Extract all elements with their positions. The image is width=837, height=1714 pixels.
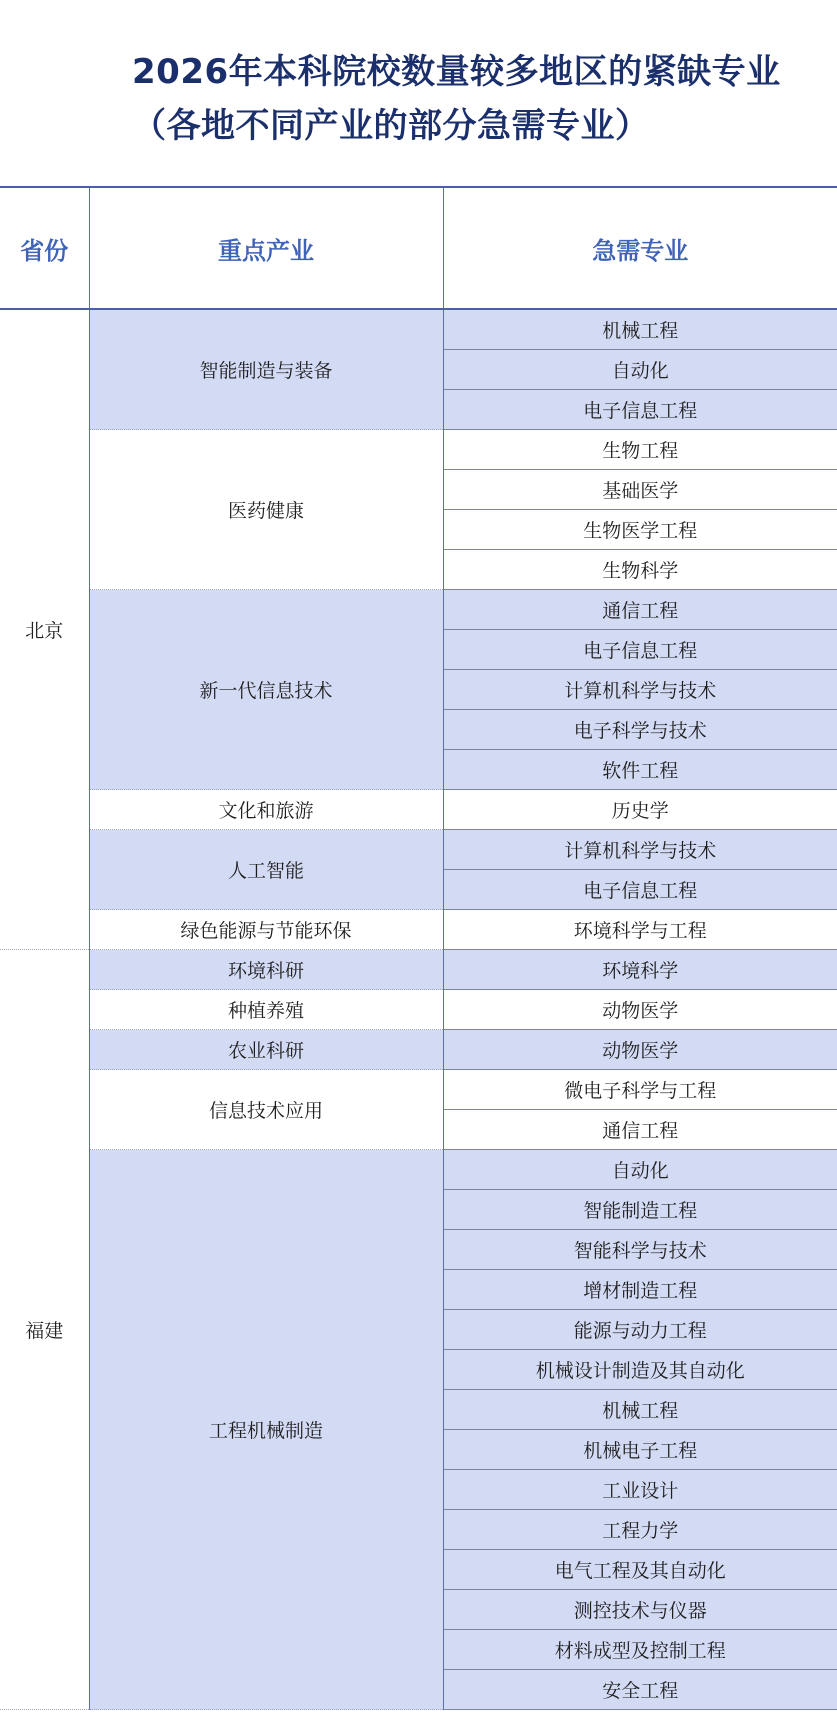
major-cell: 自动化 — [443, 350, 837, 390]
table-body — [0, 309, 837, 1710]
major-cell: 微电子科学与工程 — [443, 1070, 837, 1110]
table-row — [0, 950, 837, 990]
page-subtitle: （各地不同产业的部分急需专业） — [132, 106, 650, 146]
table-row — [0, 309, 837, 350]
major-cell: 安全工程 — [443, 1670, 837, 1710]
header-industry: 重点产业 — [89, 187, 443, 309]
table-row — [0, 590, 837, 630]
major-cell: 生物工程 — [443, 430, 837, 470]
major-cell: 工程力学 — [443, 1510, 837, 1550]
table-row — [0, 1150, 837, 1190]
page-title: 2026年本科院校数量较多地区的紧缺专业 — [132, 52, 781, 92]
major-cell: 智能科学与技术 — [443, 1230, 837, 1270]
industry-cell: 农业科研 — [89, 1030, 443, 1070]
table-row — [0, 790, 837, 830]
major-cell: 软件工程 — [443, 750, 837, 790]
major-cell: 电子信息工程 — [443, 390, 837, 430]
industry-cell: 文化和旅游 — [89, 790, 443, 830]
major-cell: 动物医学 — [443, 1030, 837, 1070]
header-province: 省份 — [0, 187, 89, 309]
major-cell: 通信工程 — [443, 1110, 837, 1150]
table-row — [0, 1030, 837, 1070]
major-cell: 计算机科学与技术 — [443, 670, 837, 710]
major-cell: 电子信息工程 — [443, 870, 837, 910]
province-cell: 北京 — [0, 309, 89, 950]
major-cell: 通信工程 — [443, 590, 837, 630]
industry-cell: 人工智能 — [89, 830, 443, 910]
industry-cell: 工程机械制造 — [89, 1150, 443, 1710]
industry-cell: 智能制造与装备 — [89, 309, 443, 430]
major-cell: 基础医学 — [443, 470, 837, 510]
major-cell: 电气工程及其自动化 — [443, 1550, 837, 1590]
table-row — [0, 830, 837, 870]
major-cell: 计算机科学与技术 — [443, 830, 837, 870]
major-cell: 智能制造工程 — [443, 1190, 837, 1230]
major-cell: 能源与动力工程 — [443, 1310, 837, 1350]
industry-cell: 环境科研 — [89, 950, 443, 990]
major-cell: 生物医学工程 — [443, 510, 837, 550]
major-cell: 测控技术与仪器 — [443, 1590, 837, 1630]
major-cell: 环境科学 — [443, 950, 837, 990]
major-cell: 电子科学与技术 — [443, 710, 837, 750]
major-cell: 机械工程 — [443, 309, 837, 350]
shortage-majors-table — [0, 186, 837, 1710]
major-cell: 机械设计制造及其自动化 — [443, 1350, 837, 1390]
major-cell: 环境科学与工程 — [443, 910, 837, 950]
title-block — [0, 0, 837, 186]
table-row — [0, 990, 837, 1030]
major-cell: 机械电子工程 — [443, 1430, 837, 1470]
major-cell: 增材制造工程 — [443, 1270, 837, 1310]
table-row — [0, 1070, 837, 1110]
major-cell: 电子信息工程 — [443, 630, 837, 670]
industry-cell: 信息技术应用 — [89, 1070, 443, 1150]
table-header-row — [0, 187, 837, 309]
industry-cell: 绿色能源与节能环保 — [89, 910, 443, 950]
major-cell: 生物科学 — [443, 550, 837, 590]
major-cell: 机械工程 — [443, 1390, 837, 1430]
major-cell: 历史学 — [443, 790, 837, 830]
province-cell: 福建 — [0, 950, 89, 1710]
major-cell: 动物医学 — [443, 990, 837, 1030]
major-cell: 工业设计 — [443, 1470, 837, 1510]
major-cell: 材料成型及控制工程 — [443, 1630, 837, 1670]
table-row — [0, 910, 837, 950]
industry-cell: 种植养殖 — [89, 990, 443, 1030]
industry-cell: 医药健康 — [89, 430, 443, 590]
header-major: 急需专业 — [443, 187, 837, 309]
major-cell: 自动化 — [443, 1150, 837, 1190]
industry-cell: 新一代信息技术 — [89, 590, 443, 790]
table-row — [0, 430, 837, 470]
